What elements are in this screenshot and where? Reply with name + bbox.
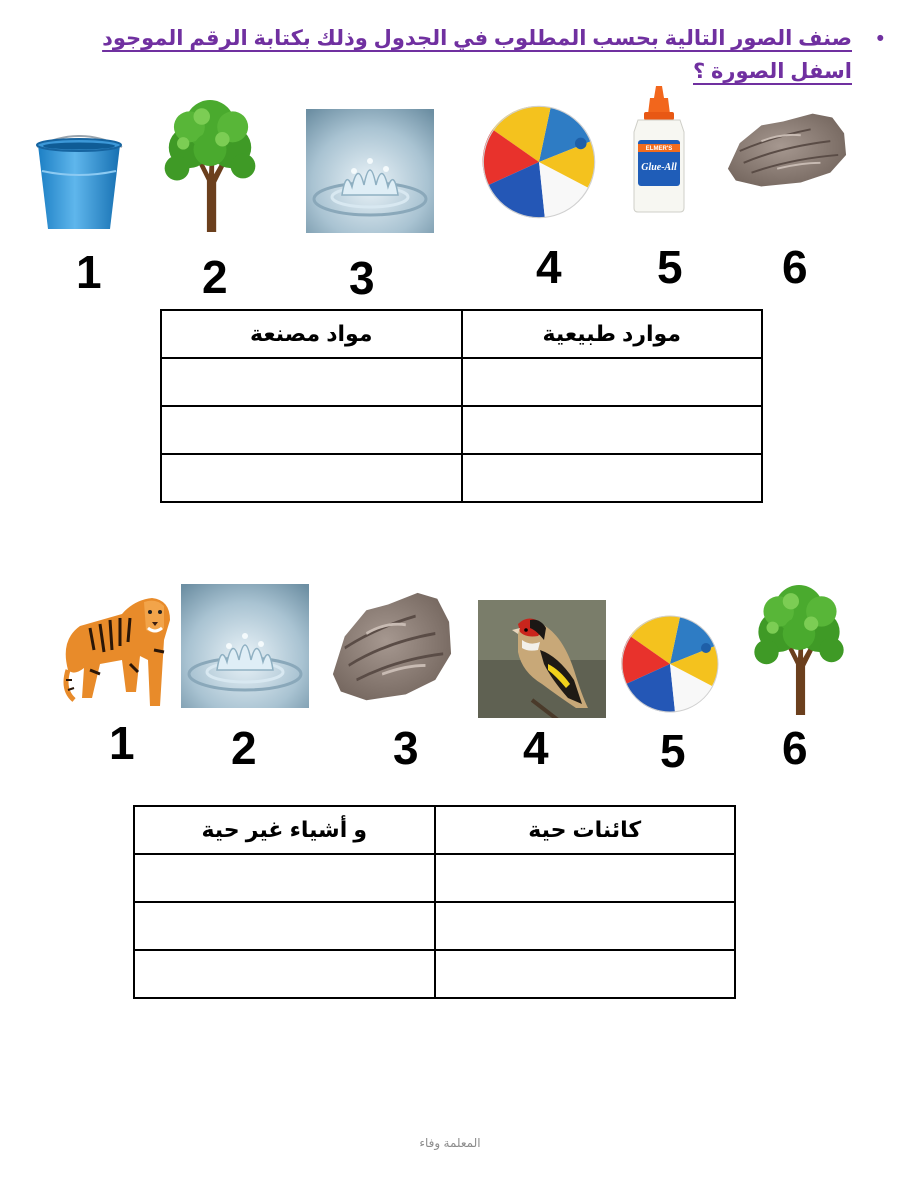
table-row — [134, 902, 735, 950]
image-number-3: 3 — [393, 722, 419, 774]
answer-cell[interactable] — [161, 406, 462, 454]
glue-label-text: Glue-All — [641, 162, 677, 173]
answer-cell[interactable] — [134, 854, 435, 902]
answer-cell[interactable] — [435, 950, 736, 998]
image-number-5: 5 — [657, 241, 683, 293]
glue-brand-text: ELMER'S — [645, 146, 673, 152]
answer-cell[interactable] — [435, 854, 736, 902]
image-number-2: 2 — [231, 722, 257, 774]
instruction-text: صنف الصور التالية بحسب المطلوب في الجدول وذلك بكتابة الرقم الموجود اسفل الصورة ؟ — [102, 27, 852, 83]
table-header-row — [134, 806, 735, 854]
image-number-6: 6 — [782, 241, 808, 293]
image-number-4: 4 — [536, 241, 562, 293]
rock-image — [722, 110, 850, 192]
beach-ball-image — [480, 104, 598, 220]
water-drop-image — [306, 109, 434, 233]
answer-cell[interactable] — [161, 358, 462, 406]
water-drop-image — [181, 584, 309, 708]
header-non-living-things: و أشياء غير حية — [134, 806, 435, 854]
table-row — [161, 406, 762, 454]
header-manufactured-materials: مواد مصنعة — [161, 310, 462, 358]
image-number-5: 5 — [660, 725, 686, 777]
table-row — [134, 950, 735, 998]
header-natural-resources: موارد طبيعية — [462, 310, 763, 358]
answer-cell[interactable] — [462, 406, 763, 454]
table-header-row — [161, 310, 762, 358]
tree-image — [745, 583, 853, 715]
footer-credit: المعلمة وفاء — [419, 1136, 481, 1150]
image-number-2: 2 — [202, 251, 228, 303]
table-row — [161, 454, 762, 502]
image-number-6: 6 — [782, 722, 808, 774]
rock-image — [327, 590, 455, 706]
table-row — [161, 358, 762, 406]
glue-bottle-image — [630, 84, 688, 214]
living-vs-nonliving-table — [133, 805, 736, 999]
image-number-1: 1 — [109, 717, 135, 769]
beach-ball-image — [620, 614, 720, 714]
goldfinch-bird-image — [478, 600, 606, 718]
answer-cell[interactable] — [462, 358, 763, 406]
answer-cell[interactable] — [161, 454, 462, 502]
tiger-image — [60, 580, 172, 710]
image-number-1: 1 — [76, 246, 102, 298]
answer-cell[interactable] — [435, 902, 736, 950]
header-living-things: كائنات حية — [435, 806, 736, 854]
answer-cell[interactable] — [134, 902, 435, 950]
image-number-4: 4 — [523, 722, 549, 774]
answer-cell[interactable] — [462, 454, 763, 502]
table-row — [134, 854, 735, 902]
bullet-point: • — [876, 27, 884, 50]
tree-image — [156, 98, 264, 232]
bucket-image — [32, 135, 126, 233]
image-number-3: 3 — [349, 252, 375, 304]
answer-cell[interactable] — [134, 950, 435, 998]
natural-vs-manufactured-table — [160, 309, 763, 503]
